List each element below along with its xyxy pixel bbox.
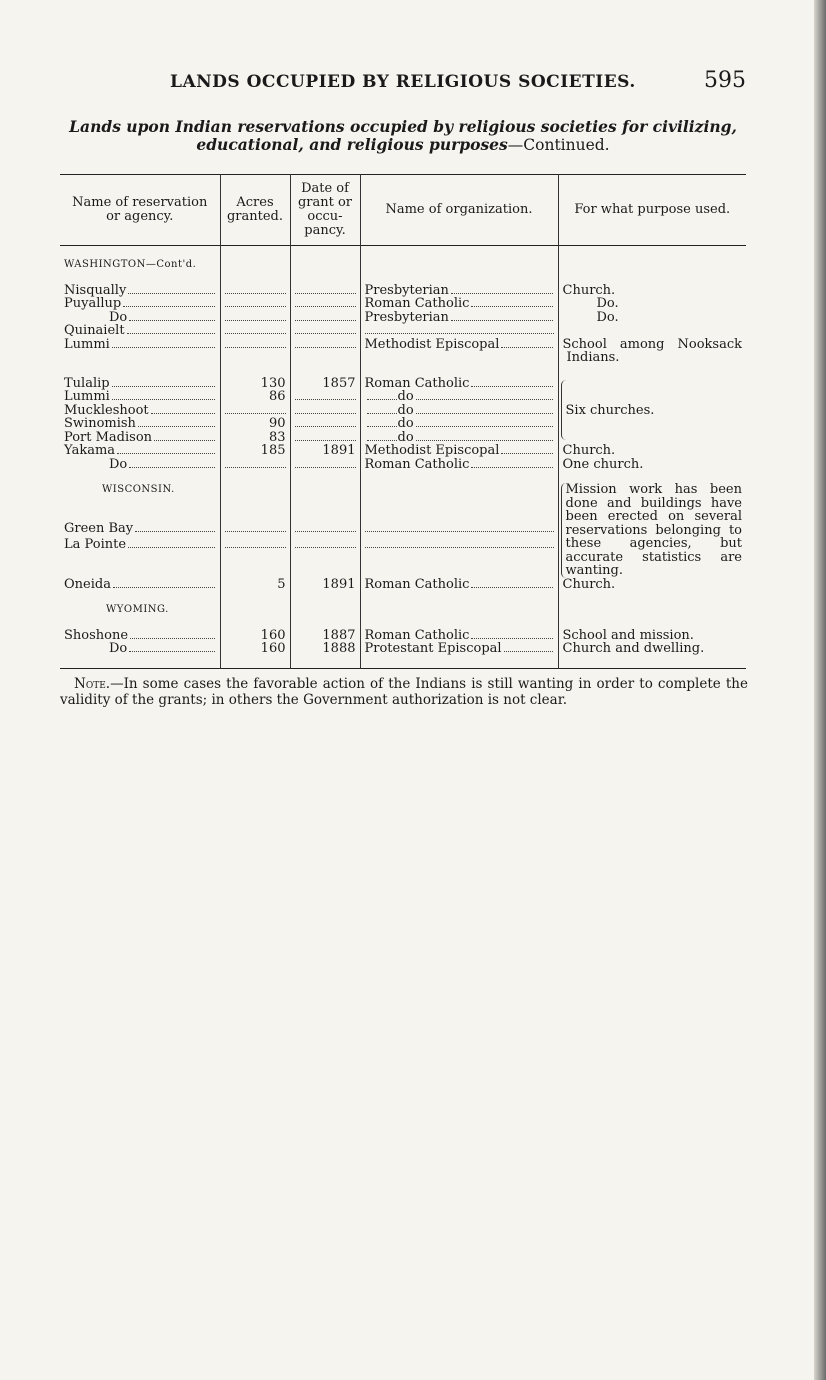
- purpose: One church.: [558, 458, 746, 472]
- running-header: [60, 68, 748, 98]
- section-row: [60, 603, 746, 617]
- acres: 83: [220, 431, 290, 445]
- organization: do: [397, 389, 414, 404]
- mission-note: Mission work has been done and buildings have been erected on several reservations belonging to these agencies, but accurate statistics are wanting.: [561, 483, 743, 578]
- table-row: [60, 297, 746, 311]
- table-header-row: [60, 175, 746, 246]
- col-header-purpose: For what purpose used.: [558, 175, 746, 246]
- table-row: [60, 578, 746, 592]
- section-row: [60, 483, 746, 498]
- reservation-name: Lummi: [64, 336, 110, 352]
- date: 1857: [290, 377, 360, 391]
- caption-italic: Lands upon Indian reservations occupied by religious societies for civilizing, educational, and religious purposes: [69, 117, 737, 154]
- page-number: 595: [704, 68, 746, 93]
- purpose: Church.: [558, 284, 746, 298]
- organization: Roman Catholic: [364, 456, 470, 472]
- reservation-name: Puyallup: [64, 296, 122, 311]
- organization: Roman Catholic: [364, 627, 470, 643]
- table-row: [60, 284, 746, 298]
- col-header-acres: Acres granted.: [220, 175, 290, 246]
- note-label: Note.: [74, 676, 111, 692]
- section-wisconsin: WISCONSIN.: [102, 484, 175, 495]
- col-header-date: Date of grant or occu- pancy.: [290, 175, 360, 246]
- organization: Roman Catholic: [364, 375, 470, 391]
- page-edge-shadow: [814, 0, 826, 1380]
- organization: Methodist Episcopal: [364, 336, 500, 352]
- table-row: [60, 444, 746, 458]
- note-text: —In some cases the favorable action of the Indians is still wanting in order to complete the validity of the grants; in others the Government authorization is not clear.: [60, 676, 748, 708]
- reservation-name: Port Madison: [64, 429, 153, 445]
- reservation-name: Swinomish: [64, 416, 136, 431]
- date: 1891: [290, 578, 360, 592]
- purpose: Six churches.: [565, 402, 655, 418]
- purpose: Do.: [558, 311, 746, 325]
- table-row: [60, 642, 746, 668]
- reservation-name: Oneida: [64, 576, 111, 592]
- table-row: [60, 458, 746, 472]
- table-row: [60, 324, 746, 338]
- reservation-name: Do: [109, 309, 128, 325]
- reservation-name: Lummi: [64, 389, 110, 404]
- date: 1891: [290, 444, 360, 458]
- page-title: LANDS OCCUPIED BY RELIGIOUS SOCIETIES.: [170, 72, 636, 92]
- purpose: Church and dwelling.: [558, 642, 746, 668]
- organization: Presbyterian: [364, 282, 449, 298]
- table-row: [60, 311, 746, 325]
- organization: Roman Catholic: [364, 296, 470, 311]
- organization: Methodist Episcopal: [364, 443, 500, 458]
- organization: Presbyterian: [364, 309, 449, 325]
- acres: 185: [220, 444, 290, 458]
- date: 1887: [290, 629, 360, 643]
- caption-suffix: —Continued.: [507, 136, 610, 154]
- acres: 130: [220, 377, 290, 391]
- purpose: Do.: [558, 297, 746, 311]
- reservation-name: La Pointe: [64, 536, 127, 552]
- acres: 5: [220, 578, 290, 592]
- col-header-name: Name of reservation or agency.: [72, 195, 208, 224]
- section-washington: WASHINGTON—Cont'd.: [64, 259, 197, 270]
- acres: 86: [220, 390, 290, 404]
- six-churches-brace: [561, 380, 743, 440]
- table-row: [60, 629, 746, 643]
- table-row: [60, 377, 746, 391]
- acres: 160: [220, 629, 290, 643]
- lands-table: [60, 174, 746, 669]
- reservation-name: Do: [109, 456, 128, 472]
- section-row: [60, 258, 746, 272]
- reservation-name: Do: [109, 641, 128, 656]
- purpose: School among Nooksack Indians.: [558, 338, 746, 365]
- date: 1888: [290, 642, 360, 668]
- reservation-name: Nisqually: [64, 282, 127, 298]
- reservation-name: Quinaielt: [64, 323, 125, 338]
- reservation-name: Green Bay: [64, 521, 134, 537]
- organization: do: [397, 429, 414, 445]
- organization: do: [397, 402, 414, 418]
- acres: 160: [220, 642, 290, 668]
- acres: 90: [220, 417, 290, 431]
- purpose: School and mission.: [558, 629, 746, 643]
- reservation-name: Muckleshoot: [64, 402, 149, 418]
- col-header-org: Name of organization.: [360, 175, 558, 246]
- footnote: [60, 676, 748, 708]
- organization: Roman Catholic: [364, 576, 470, 592]
- organization: Protestant Episcopal: [364, 641, 502, 656]
- table-row: [60, 338, 746, 365]
- organization: do: [397, 416, 414, 431]
- reservation-name: Shoshone: [64, 627, 129, 643]
- reservation-name: Yakama: [64, 443, 116, 458]
- table-caption: [58, 118, 748, 154]
- purpose: Church.: [558, 578, 746, 592]
- reservation-name: Tulalip: [64, 375, 110, 391]
- section-wyoming: WYOMING.: [106, 604, 169, 615]
- purpose: Church.: [558, 444, 746, 458]
